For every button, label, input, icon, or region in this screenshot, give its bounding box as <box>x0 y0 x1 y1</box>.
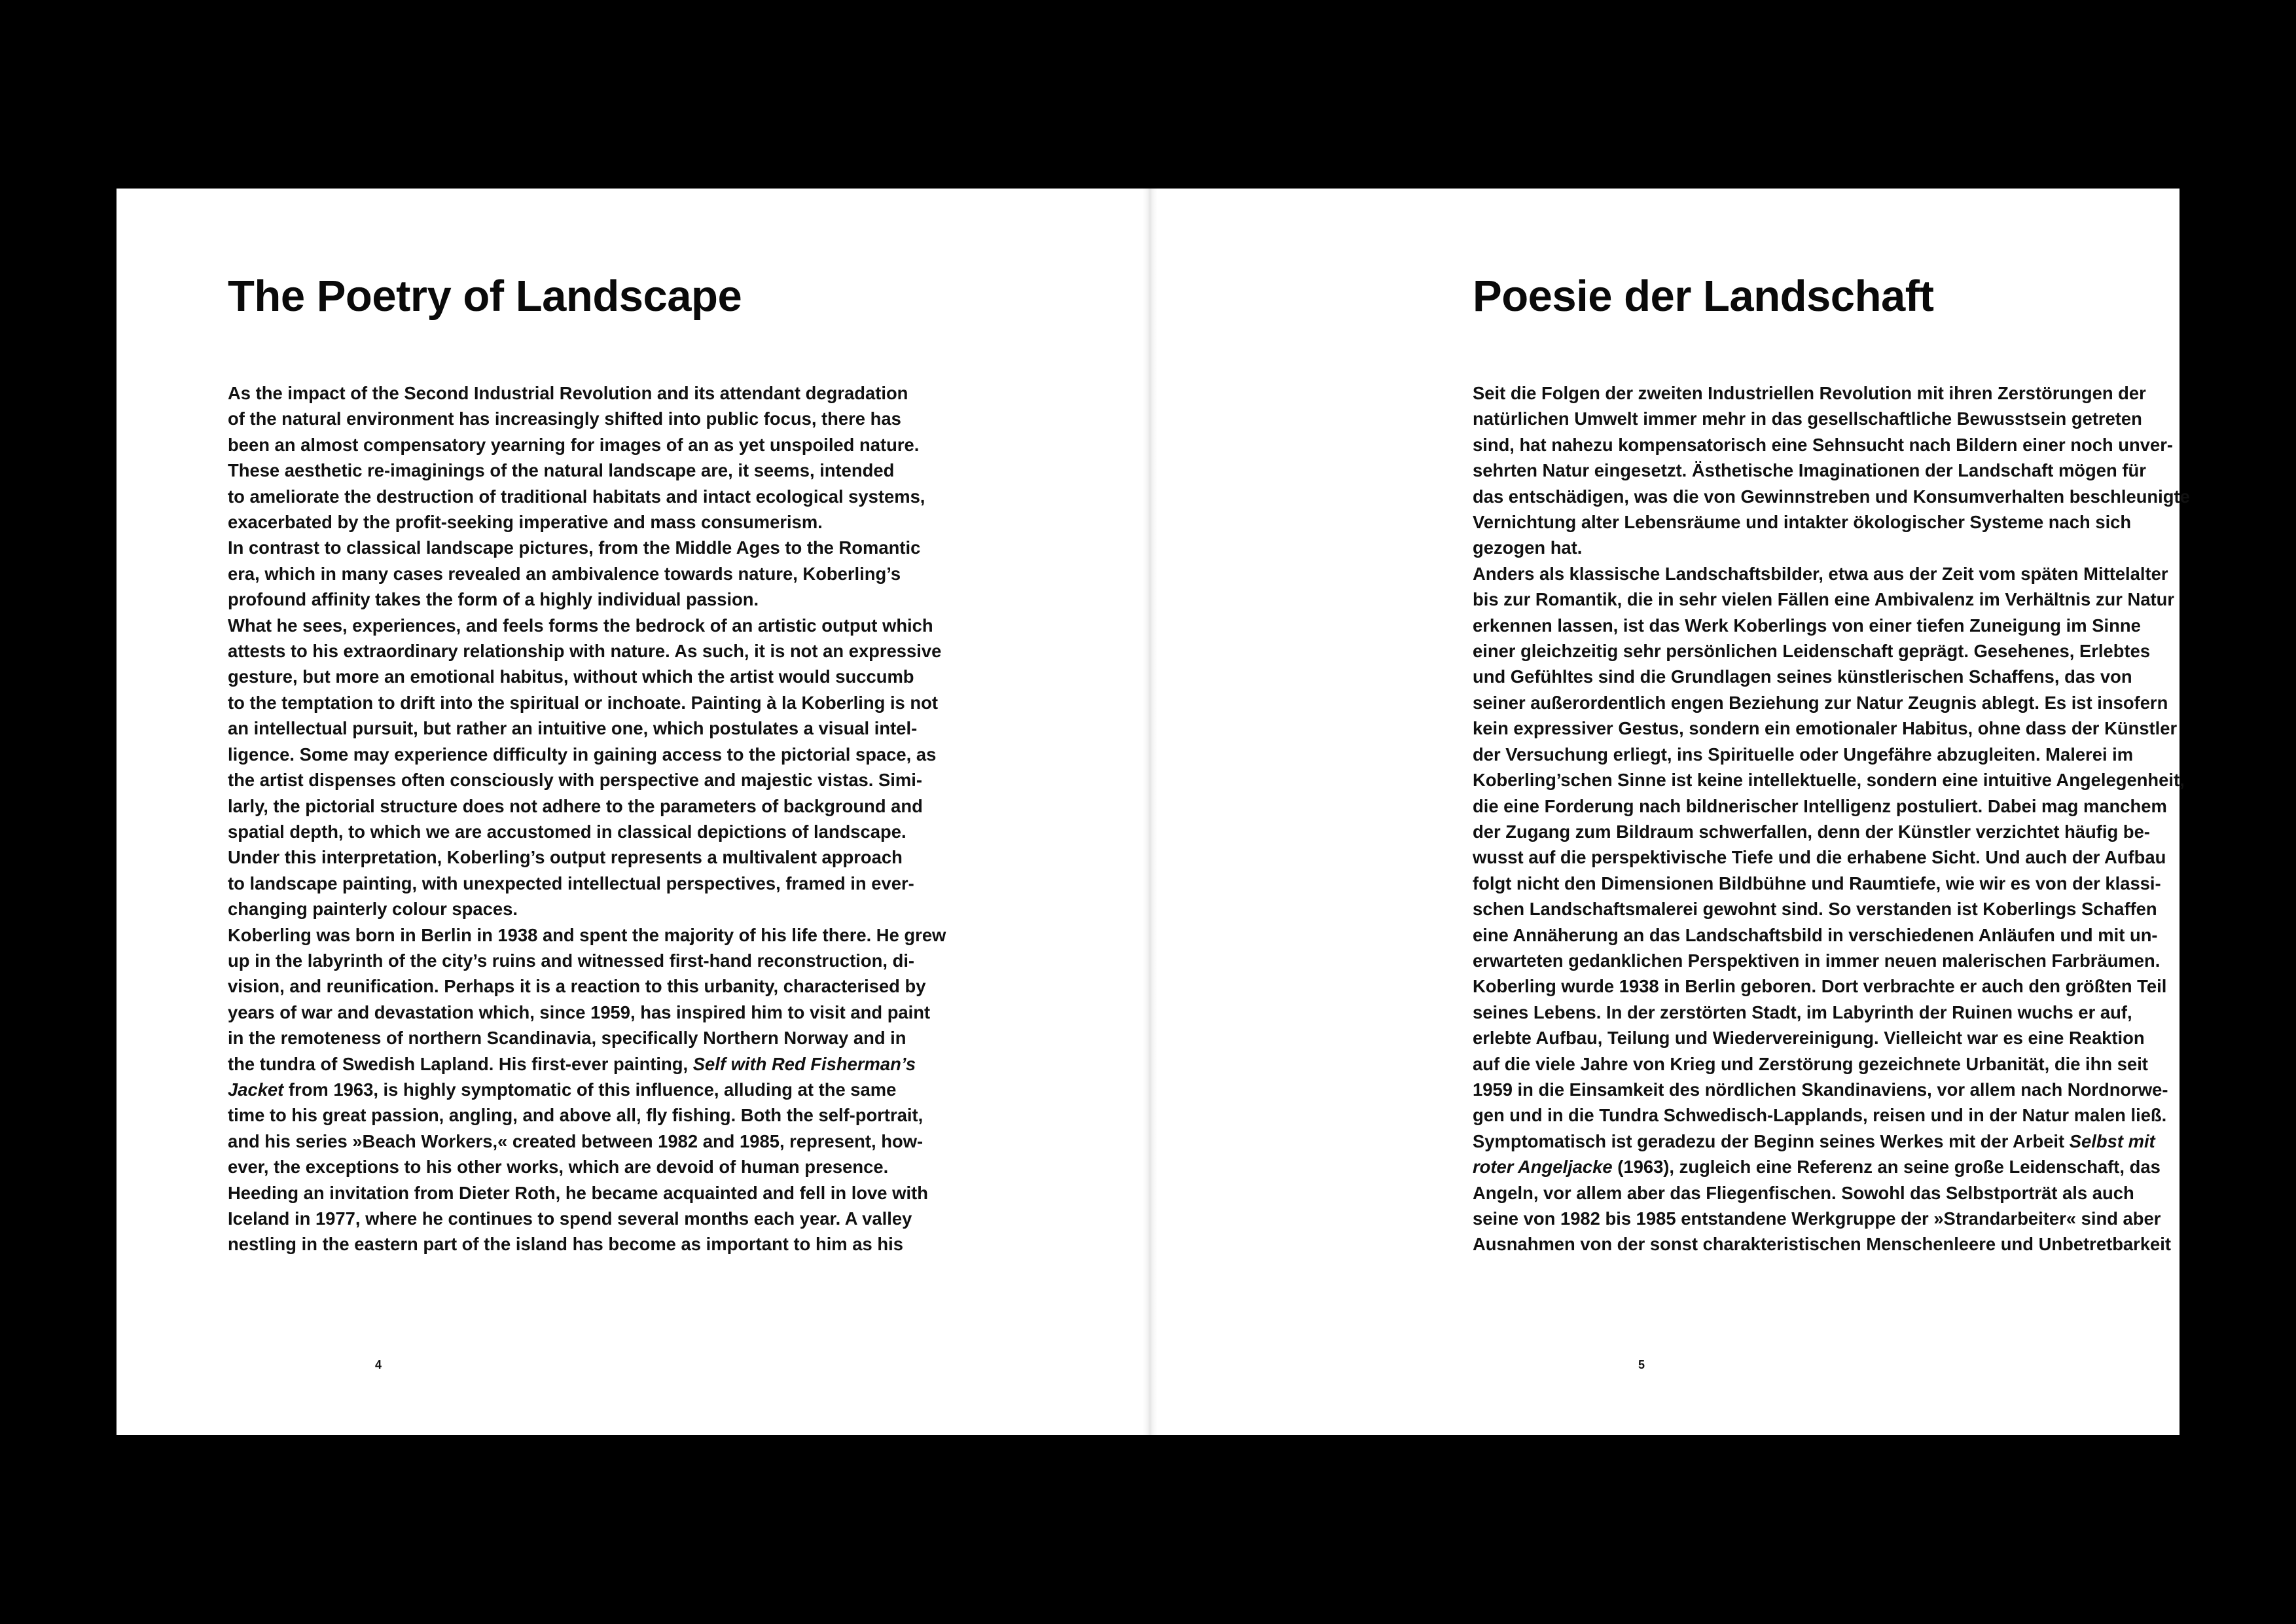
text-line: wusst auf die perspektivische Tiefe und die erhabene Sicht. Und auch der Aufbau <box>1473 847 2166 868</box>
book-spread <box>117 189 2190 1435</box>
text-segment: from 1963, is highly symptomatic of this influence, alluding at the same <box>283 1079 897 1100</box>
text-line: schen Landschaftsmalerei gewohnt sind. So verstanden ist Koberlings Schaffen <box>1473 899 2157 920</box>
text-line: In contrast to classical landscape pictures, from the Middle Ages to the Romantic <box>228 537 921 558</box>
artwork-title-italic: Jacket <box>228 1079 284 1100</box>
left-page-body <box>228 380 961 1257</box>
text-line: ever, the exceptions to his other works, which are devoid of human presence. <box>228 1157 889 1178</box>
page-number: 5 <box>1638 1358 1645 1371</box>
text-line: vision, and reunification. Perhaps it is a reaction to this urbanity, characterised by <box>228 976 926 997</box>
left-page-title: The Poetry of Landscape <box>228 272 742 321</box>
left-page <box>117 189 1148 1435</box>
text-line: erlebte Aufbau, Teilung und Wiedervereinigung. Vielleicht war es eine Reaktion <box>1473 1028 2145 1049</box>
text-segment: (1963), zugleich eine Referenz an seine große Leidenschaft, das <box>1612 1157 2161 1178</box>
text-line: und Gefühltes sind die Grundlagen seines künstlerischen Schaffens, das von <box>1473 666 2132 687</box>
text-line: gen und in die Tundra Schwedisch-Lapplands, reisen und in der Natur malen ließ. <box>1473 1105 2167 1126</box>
text-line: kein expressiver Gestus, sondern ein emotionaler Habitus, ohne dass der Künstler <box>1473 718 2178 739</box>
text-line: der Zugang zum Bildraum schwerfallen, denn der Künstler verzichtet häufig be- <box>1473 821 2150 842</box>
text-line: Koberling was born in Berlin in 1938 and spent the majority of his life there. He grew <box>228 924 946 945</box>
text-line: As the impact of the Second Industrial Revolution and its attendant degradation <box>228 383 908 403</box>
text-line: in the remoteness of northern Scandinavia, specifically Northern Norway and in <box>228 1028 906 1049</box>
text-line: 1959 in die Einsamkeit des nördlichen Skandinaviens, vor allem nach Nordnorwe- <box>1473 1079 2168 1100</box>
text-line: the artist dispenses often consciously with perspective and majestic vistas. Simi- <box>228 770 922 791</box>
text-line: and his series »Beach Workers,« created between 1982 and 1985, represent, how- <box>228 1130 924 1151</box>
text-line: attests to his extraordinary relationship with nature. As such, it is not an expressive <box>228 641 942 662</box>
right-page <box>1148 189 2190 1435</box>
text-line <box>1473 1154 2206 1180</box>
text-line: der Versuchung erliegt, ins Spirituelle oder Ungefähre abzugleiten. Malerei im <box>1473 744 2134 765</box>
text-line: eine Annäherung an das Landschaftsbild in verschiedenen Anläufen und mit un- <box>1473 924 2158 945</box>
text-segment: Symptomatisch ist geradezu der Beginn seines Werkes mit der Arbeit <box>1473 1130 2070 1151</box>
text-line: larly, the pictorial structure does not adhere to the parameters of background and <box>228 795 923 816</box>
book-gutter <box>1143 189 1157 1435</box>
text-line: to the temptation to drift into the spiritual or inchoate. Painting à la Koberling is not <box>228 692 938 713</box>
text-line: ligence. Some may experience difficulty in gaining access to the pictorial space, as <box>228 744 937 765</box>
artwork-title-italic: roter Angeljacke <box>1473 1157 1613 1178</box>
text-line: to landscape painting, with unexpected intellectual perspectives, framed in ever- <box>228 873 914 893</box>
text-line: spatial depth, to which we are accustomed in classical depictions of landscape. <box>228 821 906 842</box>
text-line: seine von 1982 bis 1985 entstandene Werkgruppe der »Strandarbeiter« sind aber <box>1473 1208 2161 1229</box>
text-line: Heeding an invitation from Dieter Roth, he became acquainted and fell in love with <box>228 1182 928 1203</box>
text-line: gezogen hat. <box>1473 537 1583 558</box>
text-line: Under this interpretation, Koberling’s output represents a multivalent approach <box>228 847 903 868</box>
text-line: gesture, but more an emotional habitus, without which the artist would succumb <box>228 666 914 687</box>
text-line: erwarteten gedanklichen Perspektiven in immer neuen malerischen Farbräumen. <box>1473 950 2161 971</box>
text-line: Ausnahmen von der sonst charakteristischen Menschenleere und Unbetretbarkeit <box>1473 1234 2172 1255</box>
text-line: folgt nicht den Dimensionen Bildbühne und Raumtiefe, wie wir es von der klassi- <box>1473 873 2161 893</box>
text-line: been an almost compensatory yearning for images of an as yet unspoiled nature. <box>228 434 920 455</box>
text-line: bis zur Romantik, die in sehr vielen Fällen eine Ambivalenz im Verhältnis zur Natur <box>1473 589 2175 610</box>
text-line: Angeln, vor allem aber das Fliegenfischen. Sowohl das Selbstporträt als auch <box>1473 1182 2134 1203</box>
text-segment: the tundra of Swedish Lapland. His first-ever painting, <box>228 1053 693 1074</box>
text-line: of the natural environment has increasingly shifted into public focus, there has <box>228 408 901 429</box>
text-line: Anders als klassische Landschaftsbilder, etwa aus der Zeit vom späten Mittelalter <box>1473 563 2168 584</box>
text-line: These aesthetic re-imaginings of the natural landscape are, it seems, intended <box>228 460 895 481</box>
text-line: auf die viele Jahre von Krieg und Zerstörung gezeichnete Urbanität, die ihn seit <box>1473 1053 2148 1074</box>
text-line: exacerbated by the profit-seeking imperative and mass consumerism. <box>228 512 823 533</box>
text-line <box>1473 1128 2206 1154</box>
page-number: 4 <box>375 1358 382 1371</box>
text-line: Vernichtung alter Lebensräume und intakter ökologischer Systeme nach sich <box>1473 512 2132 533</box>
text-line <box>228 1051 961 1077</box>
text-line: seines Lebens. In der zerstörten Stadt, im Labyrinth der Ruinen wuchs er auf, <box>1473 1001 2132 1022</box>
right-page-body <box>1473 380 2206 1257</box>
text-line: natürlichen Umwelt immer mehr in das gesellschaftliche Bewusstsein getreten <box>1473 408 2142 429</box>
text-line: die eine Forderung nach bildnerischer Intelligenz postuliert. Dabei mag manchem <box>1473 795 2167 816</box>
text-line: time to his great passion, angling, and above all, fly fishing. Both the self-portrait, <box>228 1105 924 1126</box>
text-line: era, which in many cases revealed an ambivalence towards nature, Koberling’s <box>228 563 901 584</box>
text-line: nestling in the eastern part of the island has become as important to him as his <box>228 1234 903 1255</box>
text-line: sind, hat nahezu kompensatorisch eine Sehnsucht nach Bildern einer noch unver- <box>1473 434 2173 455</box>
text-line: profound affinity takes the form of a highly individual passion. <box>228 589 759 610</box>
text-line: What he sees, experiences, and feels forms the bedrock of an artistic output which <box>228 615 933 636</box>
text-line: changing painterly colour spaces. <box>228 899 518 920</box>
text-line: years of war and devastation which, since 1959, has inspired him to visit and paint <box>228 1001 931 1022</box>
text-line: Koberling wurde 1938 in Berlin geboren. Dort verbrachte er auch den größten Teil <box>1473 976 2167 997</box>
text-line: up in the labyrinth of the city’s ruins and witnessed first-hand reconstruction, di- <box>228 950 915 971</box>
text-line: das entschädigen, was die von Gewinnstreben und Konsumverhalten beschleunigte <box>1473 486 2190 507</box>
right-page-title: Poesie der Landschaft <box>1473 272 1934 321</box>
artwork-title-italic: Self with Red Fisherman’s <box>692 1053 916 1074</box>
text-line: erkennen lassen, ist das Werk Koberlings von einer tiefen Zuneigung im Sinne <box>1473 615 2141 636</box>
artwork-title-italic: Selbst mit <box>2069 1130 2155 1151</box>
text-line: einer gleichzeitig sehr persönlichen Leidenschaft geprägt. Gesehenes, Erlebtes <box>1473 641 2151 662</box>
text-line: seiner außerordentlich engen Beziehung zur Natur Zeugnis ablegt. Es ist insofern <box>1473 692 2168 713</box>
text-line: sehrten Natur eingesetzt. Ästhetische Imaginationen der Landschaft mögen für <box>1473 460 2146 481</box>
text-line: Seit die Folgen der zweiten Industriellen Revolution mit ihren Zerstörungen der <box>1473 383 2146 403</box>
text-line: to ameliorate the destruction of traditional habitats and intact ecological systems, <box>228 486 925 507</box>
text-line <box>228 1077 961 1102</box>
text-line: Koberling’schen Sinne ist keine intellektuelle, sondern eine intuitive Angelegenheit, <box>1473 770 2185 791</box>
text-line: Iceland in 1977, where he continues to spend several months each year. A valley <box>228 1208 912 1229</box>
text-line: an intellectual pursuit, but rather an intuitive one, which postulates a visual intel- <box>228 718 918 739</box>
